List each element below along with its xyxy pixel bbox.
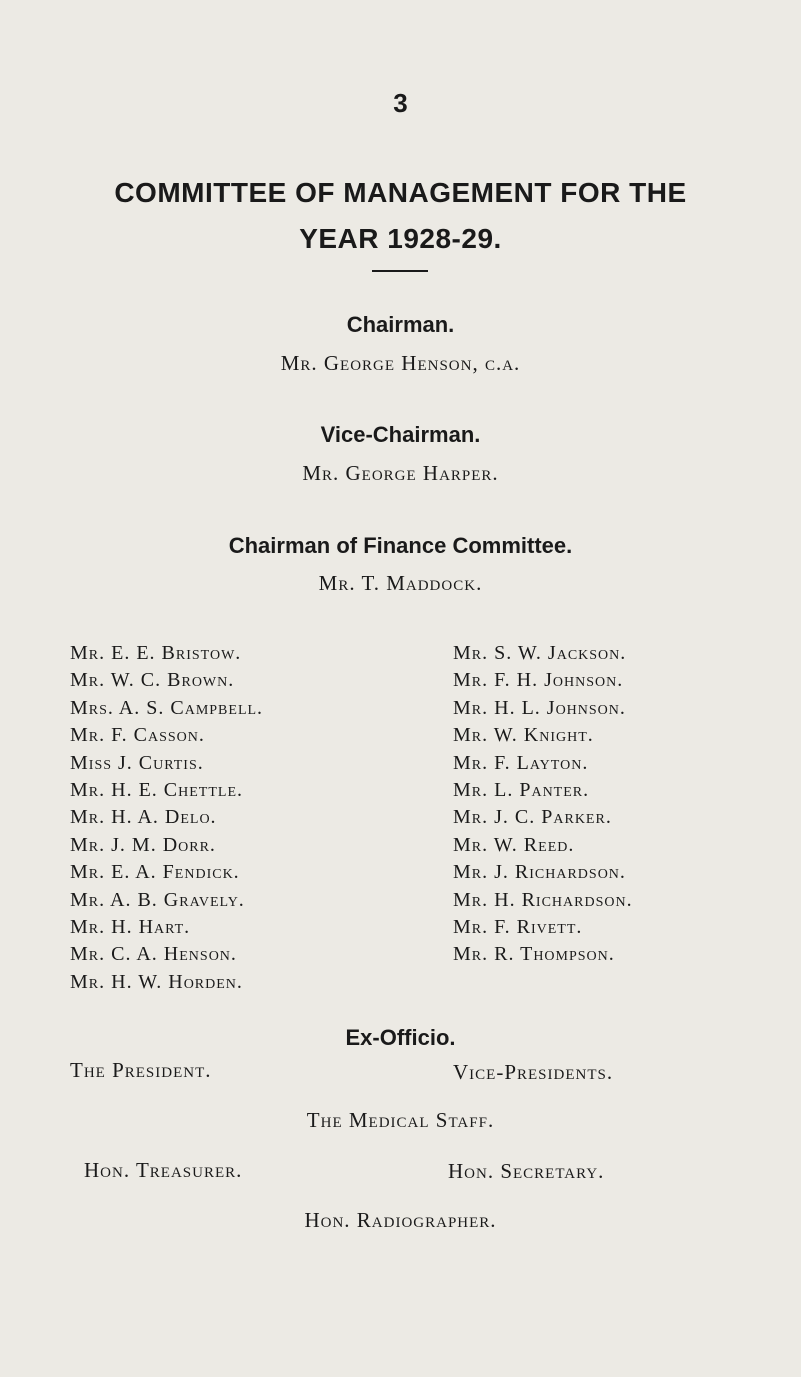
ex-officio-medical-staff: The Medical Staff.: [306, 1108, 495, 1132]
member-name: Mr. L. Panter.: [453, 778, 590, 801]
member-name: Mr. F. Casson.: [70, 724, 205, 747]
vice-chairman-name: Mr. George Harper.: [302, 461, 499, 485]
member-name: Mr. R. Thompson.: [453, 943, 615, 966]
ex-officio-secretary: Hon. Secretary.: [448, 1159, 605, 1183]
member-name: Mr. J. Richardson.: [453, 861, 626, 884]
member-name: Mr. F. Rivett.: [453, 915, 583, 938]
chairman-name: Mr. George Henson, c.a.: [280, 351, 521, 375]
member-name: Mr. H. A. Delo.: [70, 806, 217, 829]
finance-chairman-name: Mr. T. Maddock.: [318, 571, 483, 595]
member-name: Mr. H. Hart.: [70, 915, 191, 938]
member-name: Mr. E. E. Bristow.: [70, 642, 242, 664]
member-name: Mr. H. L. Johnson.: [453, 696, 626, 719]
member-name: Mr. W. Knight.: [453, 724, 594, 747]
ex-officio-radiographer: Hon. Radiographer.: [304, 1208, 497, 1232]
member-name: Mr. J. C. Parker.: [453, 806, 612, 829]
members-left-column: [70, 640, 263, 996]
chairman-heading: Chairman.: [346, 312, 455, 337]
member-name: Mr. S. W. Jackson.: [453, 642, 627, 664]
title-line-1: COMMITTEE OF MANAGEMENT FOR THE: [114, 177, 687, 208]
ex-officio-president: The President.: [70, 1058, 212, 1082]
divider-rule: [372, 270, 428, 272]
member-name: Mr. H. Richardson.: [453, 888, 633, 911]
member-name: Mr. W. C. Brown.: [70, 669, 235, 692]
vice-chairman-heading: Vice-Chairman.: [320, 422, 481, 447]
page-number: 3: [393, 88, 408, 118]
member-name: Mr. E. A. Fendick.: [70, 861, 240, 884]
member-name: Mr. W. Reed.: [453, 833, 575, 856]
member-name: Mrs. A. S. Campbell.: [70, 696, 264, 719]
title-line-2: YEAR 1928-29.: [299, 223, 502, 254]
finance-chairman-heading: Chairman of Finance Committee.: [228, 533, 573, 558]
member-name: Mr. J. M. Dorr.: [70, 833, 216, 856]
ex-officio-heading: Ex-Officio.: [345, 1025, 456, 1050]
member-name: Mr. H. W. Horden.: [70, 970, 243, 993]
member-name: Mr. H. E. Chettle.: [70, 778, 243, 801]
ex-officio-vice-presidents: Vice-Presidents.: [453, 1060, 614, 1084]
member-name: Mr. F. H. Johnson.: [453, 669, 624, 692]
members-right-column: [453, 640, 633, 969]
ex-officio-treasurer: Hon. Treasurer.: [84, 1158, 243, 1182]
member-name: Mr. C. A. Henson.: [70, 943, 237, 966]
page-title: [0, 170, 801, 262]
member-name: Mr. A. B. Gravely.: [70, 888, 245, 911]
member-name: Miss J. Curtis.: [70, 751, 204, 774]
member-name: Mr. F. Layton.: [453, 751, 589, 774]
